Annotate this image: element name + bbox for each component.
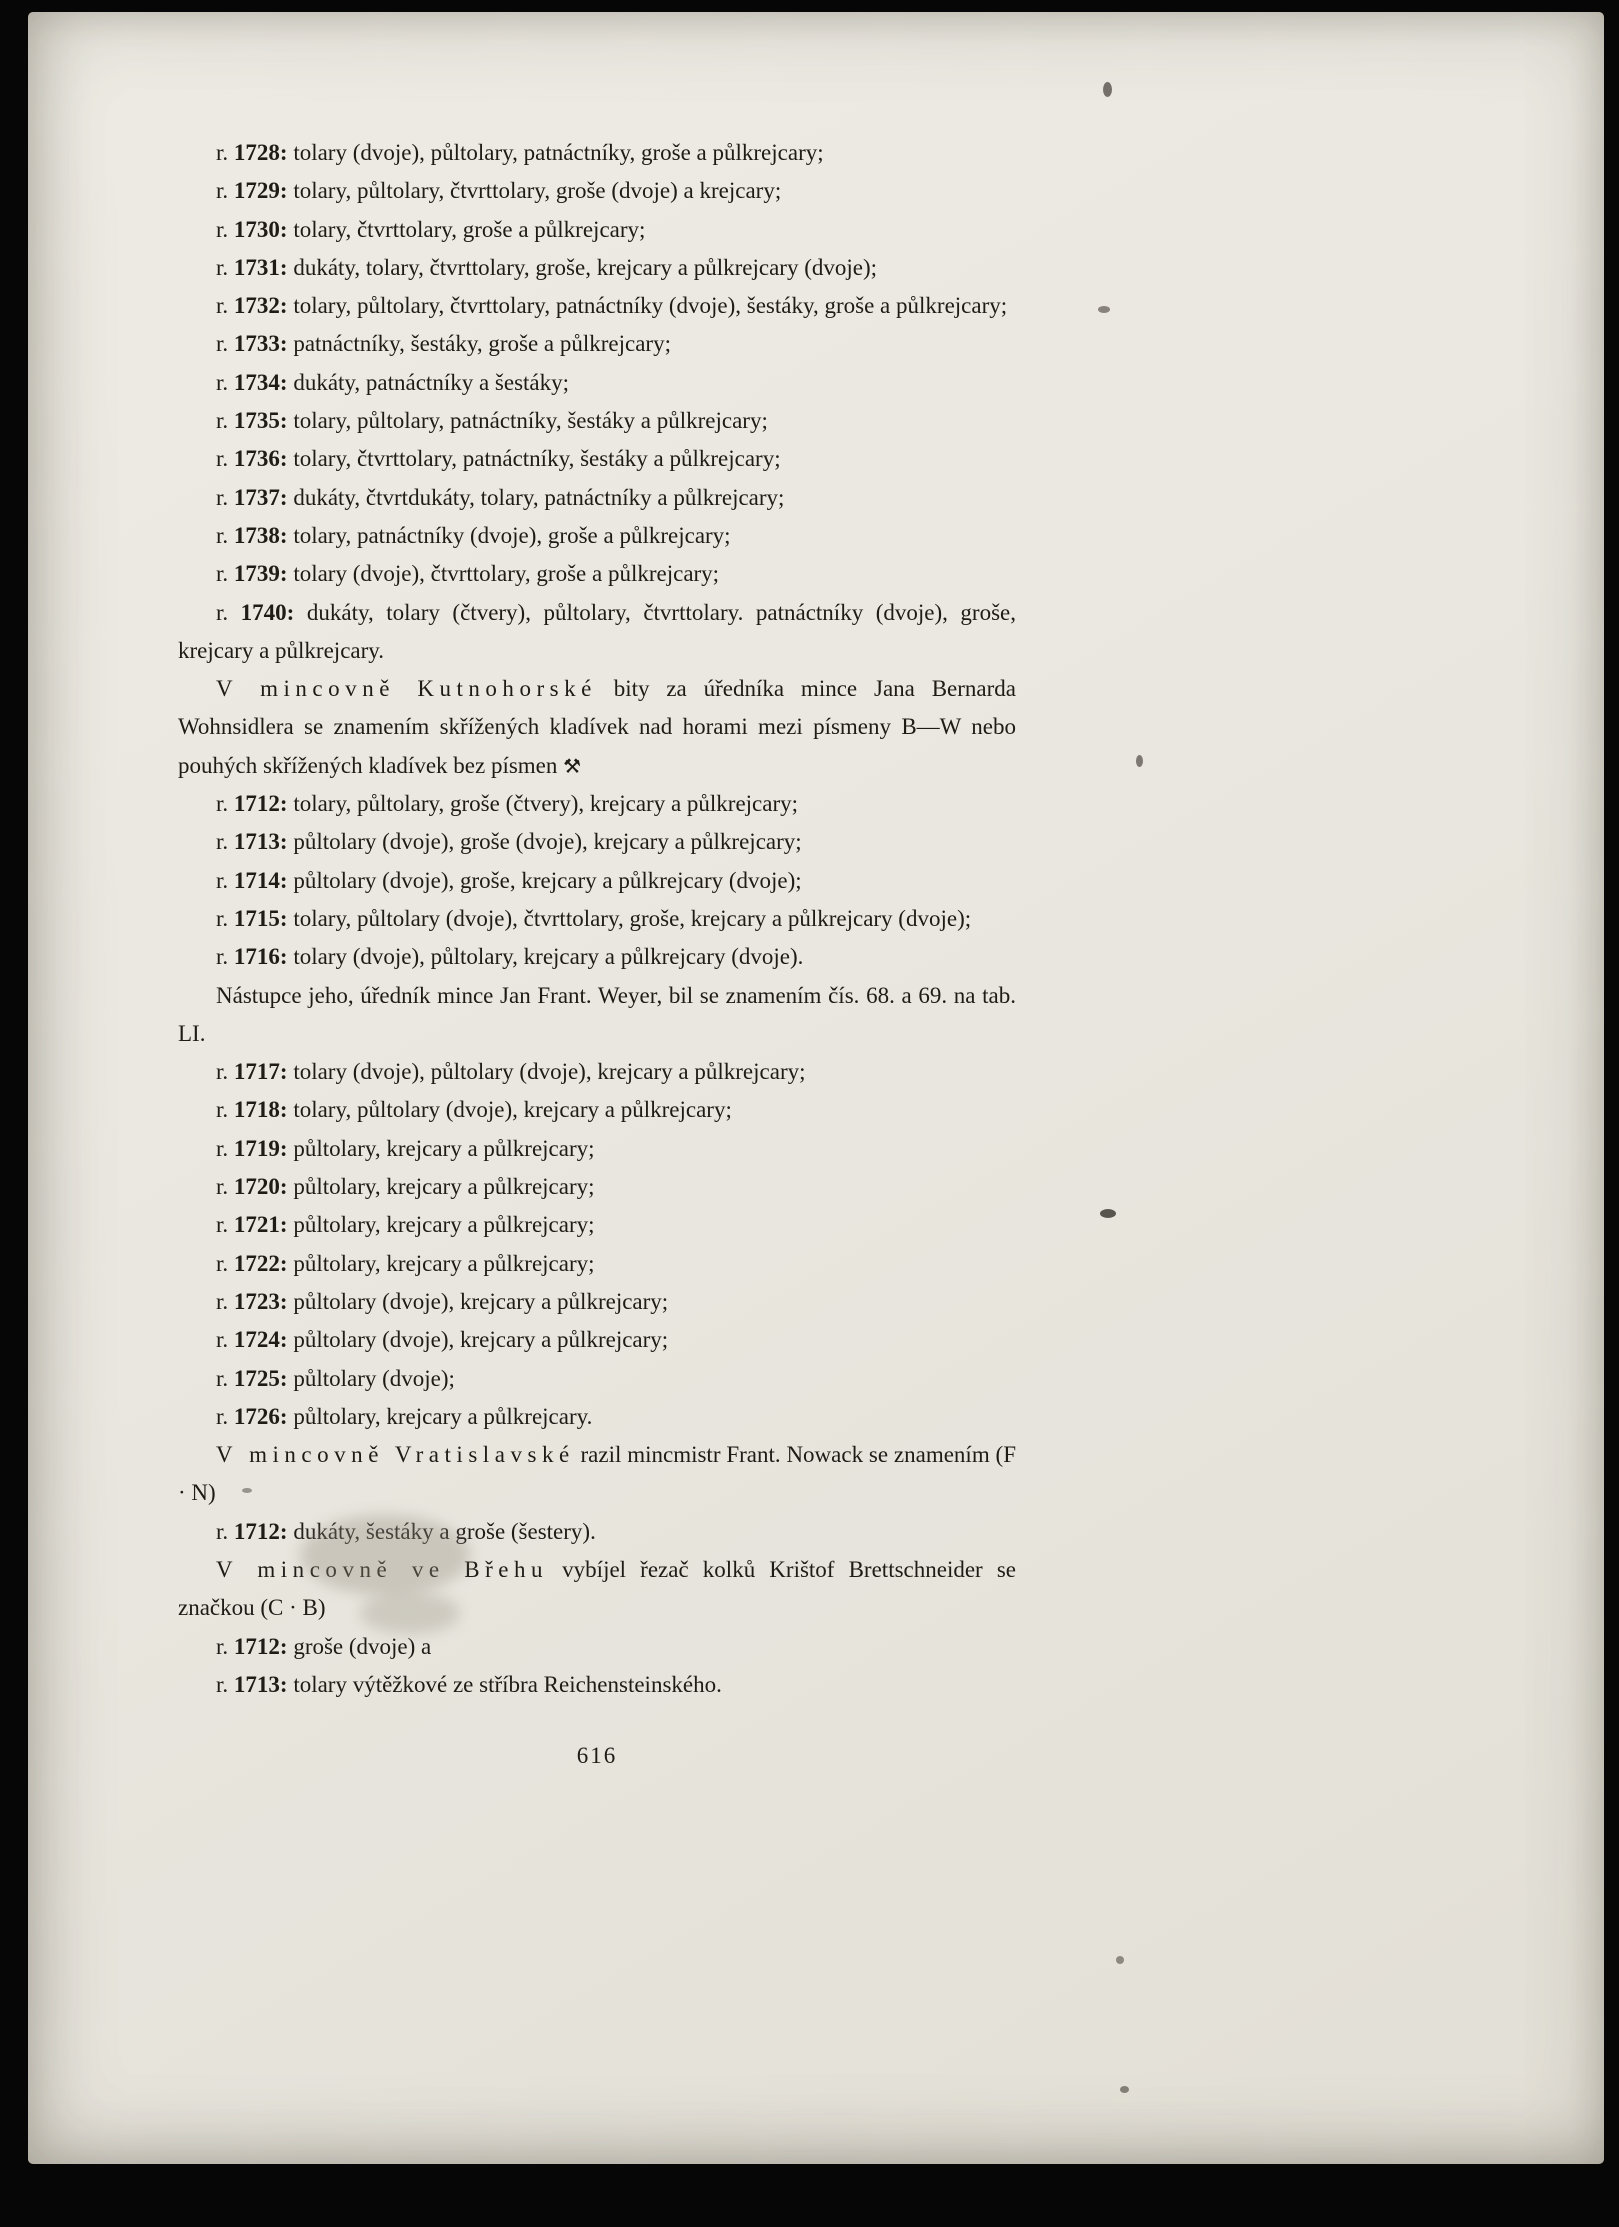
year-entry: r. 1713: tolary výtěžkové ze stříbra Reichensteinského.	[216, 1671, 722, 1697]
year-label: 1718:	[233, 1097, 288, 1123]
scan-speck	[242, 1488, 252, 1493]
year-label: 1713:	[233, 829, 288, 855]
mint-name-spaced: V mincovně ve Břehu	[216, 1556, 549, 1582]
page-number: 616	[576, 1743, 618, 1769]
scan-smudge	[360, 1592, 460, 1634]
year-label: 1712:	[233, 791, 288, 817]
year-label: 1731:	[233, 254, 288, 280]
paragraph	[178, 977, 1016, 1054]
year-entry: r. 1735: tolary, půltolary, patnáctníky, šestáky a půlkrejcary;	[216, 408, 768, 434]
year-entry: r. 1712: dukáty, šestáky a groše (šestery).	[216, 1518, 596, 1544]
paragraph	[178, 1436, 1016, 1513]
year-label: 1716:	[233, 944, 288, 970]
year-entry: r. 1729: tolary, půltolary, čtvrttolary, groše (dvoje) a krejcary;	[216, 178, 782, 204]
year-label: 1712:	[233, 1633, 288, 1659]
scan-speck	[1098, 306, 1110, 313]
year-entry: r. 1728: tolary (dvoje), půltolary, patnáctníky, groše a půlkrejcary;	[216, 140, 824, 165]
text-run: bity za úředníka mince Jana Bernarda Wohnsidlera se znamením skřížených kladívek nad horami mezi písmeny B—W nebo pouhých skřížených kladívek bez písmen	[178, 676, 1016, 778]
year-entry: r. 1733: patnáctníky, šestáky, groše a půlkrejcary;	[216, 331, 671, 357]
mint-name-spaced: V mincovně Vratislavské	[216, 1442, 575, 1468]
year-entry: r. 1731: dukáty, tolary, čtvrttolary, groše, krejcary a půlkrejcary (dvoje);	[216, 254, 878, 280]
year-entry: r. 1717: tolary (dvoje), půltolary (dvoje), krejcary a půlkrejcary;	[216, 1059, 806, 1085]
year-label: 1739:	[233, 561, 288, 587]
year-label: 1724:	[233, 1327, 288, 1353]
year-entry: r. 1712: tolary, půltolary, groše (čtvery), krejcary a půlkrejcary;	[216, 791, 799, 817]
scan-smudge	[300, 1515, 470, 1595]
text-run: Nástupce jeho, úředník mince Jan Frant. Weyer, bil se znamením čís. 68. a 69. na tab. LI.	[178, 982, 1016, 1046]
year-entry: r. 1726: půltolary, krejcary a půlkrejcary.	[216, 1403, 593, 1429]
year-entry: r. 1720: půltolary, krejcary a půlkrejcary;	[216, 1174, 595, 1200]
year-label: 1714:	[233, 867, 288, 893]
scan-speck	[1116, 1956, 1124, 1964]
text-block	[178, 134, 1016, 1775]
year-label: 1740:	[240, 599, 295, 625]
year-entry: r. 1730: tolary, čtvrttolary, groše a půlkrejcary;	[216, 216, 646, 242]
scan-speck	[1136, 755, 1143, 767]
paragraphs	[178, 134, 1016, 1704]
year-entry: r. 1719: půltolary, krejcary a půlkrejcary;	[216, 1135, 595, 1161]
year-entry: r. 1718: tolary, půltolary (dvoje), krejcary a půlkrejcary;	[216, 1097, 732, 1123]
year-label: 1733:	[233, 331, 288, 357]
year-entry: r. 1725: půltolary (dvoje);	[216, 1365, 455, 1391]
year-label: 1723:	[233, 1288, 288, 1314]
year-entry: r. 1713: půltolary (dvoje), groše (dvoje), krejcary a půlkrejcary;	[216, 829, 802, 855]
text-run: razil mincmistr Frant. Nowack se znamením (F · N)	[178, 1442, 1016, 1506]
mint-name-spaced: V mincovně Kutnohorské	[216, 676, 597, 702]
year-entry: r. 1736: tolary, čtvrttolary, patnáctníky, šestáky a půlkrejcary;	[216, 446, 781, 472]
text-run: vybíjel řezač kolků Krištof Brettschneider se značkou (C · B)	[178, 1556, 1016, 1621]
year-label: 1713:	[233, 1671, 288, 1697]
year-label: 1728:	[233, 140, 288, 165]
scan-speck	[1100, 1209, 1116, 1218]
year-label: 1738:	[233, 522, 288, 548]
year-entry: r. 1739: tolary (dvoje), čtvrttolary, groše a půlkrejcary;	[216, 561, 720, 587]
year-entry: r. 1714: půltolary (dvoje), groše, krejcary a půlkrejcary (dvoje);	[216, 867, 802, 893]
paragraph	[178, 670, 1016, 785]
paper	[28, 12, 1604, 2164]
year-entry: r. 1734: dukáty, patnáctníky a šestáky;	[216, 369, 570, 395]
year-label: 1737:	[233, 484, 288, 510]
year-label: 1712:	[233, 1518, 288, 1544]
year-entry: r. 1740: dukáty, tolary (čtvery), půltolary, čtvrttolary. patnáctníky (dvoje), groše, krejcary a půlkrejcary.	[178, 599, 1016, 663]
year-entry: r. 1738: tolary, patnáctníky (dvoje), groše a půlkrejcary;	[216, 522, 731, 548]
year-label: 1729:	[233, 178, 288, 204]
year-label: 1734:	[233, 369, 288, 395]
scan-speck	[1120, 2086, 1129, 2093]
year-entry: r. 1716: tolary (dvoje), půltolary, krejcary a půlkrejcary (dvoje).	[216, 944, 804, 970]
year-label: 1730:	[233, 216, 288, 242]
year-entry: r. 1722: půltolary, krejcary a půlkrejcary;	[216, 1250, 595, 1276]
year-entry: r. 1724: půltolary (dvoje), krejcary a půlkrejcary;	[216, 1327, 669, 1353]
year-entry: r. 1715: tolary, půltolary (dvoje), čtvrttolary, groše, krejcary a půlkrejcary (dvoje);	[216, 905, 972, 931]
year-label: 1719:	[233, 1135, 288, 1161]
year-label: 1720:	[233, 1174, 288, 1200]
year-label: 1715:	[233, 905, 288, 931]
year-entry: r. 1712: groše (dvoje) a	[216, 1633, 432, 1659]
crossed-hammers-icon: ⚒	[563, 753, 582, 778]
year-entry: r. 1732: tolary, půltolary, čtvrttolary, patnáctníky (dvoje), šestáky, groše a půlkrejcary;	[216, 293, 1008, 319]
year-label: 1721:	[233, 1212, 288, 1238]
scan-speck	[1103, 82, 1112, 97]
year-label: 1717:	[233, 1059, 288, 1085]
year-label: 1726:	[233, 1403, 288, 1429]
year-label: 1732:	[233, 293, 288, 319]
year-label: 1722:	[233, 1250, 288, 1276]
year-entry: r. 1723: půltolary (dvoje), krejcary a půlkrejcary;	[216, 1288, 669, 1314]
year-entry: r. 1721: půltolary, krejcary a půlkrejcary;	[216, 1212, 595, 1238]
year-label: 1725:	[233, 1365, 288, 1391]
year-label: 1736:	[233, 446, 288, 472]
year-entry: r. 1737: dukáty, čtvrtdukáty, tolary, patnáctníky a půlkrejcary;	[216, 484, 785, 510]
year-label: 1735:	[233, 408, 288, 434]
